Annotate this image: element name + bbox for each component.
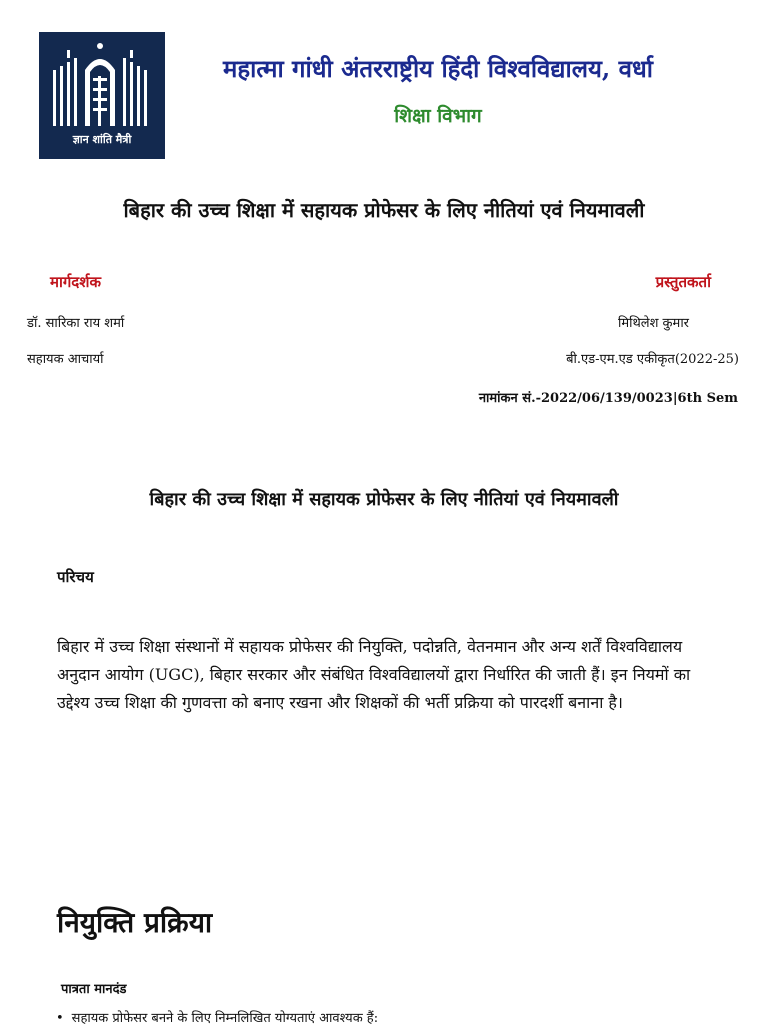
- presenter-name: मिथिलेश कुमार: [617, 316, 689, 331]
- intro-heading: परिचय: [57, 568, 94, 586]
- guide-label: मार्गदर्शक: [50, 273, 101, 291]
- presenter-course: बी.एड-एम.एड एकीकृत(2022-25): [566, 352, 739, 367]
- section-heading: बिहार की उच्च शिक्षा में सहायक प्रोफेसर के लिए नीतियां एवं नियमावली: [149, 489, 619, 510]
- university-emblem-icon: [39, 32, 165, 142]
- department-name: शिक्षा विभाग: [394, 105, 482, 127]
- list-item: • सहायक प्रोफेसर बनने के लिए निम्नलिखित योग्यताएं आवश्यक हैं:: [56, 1008, 378, 1026]
- intro-paragraph: बिहार में उच्च शिक्षा संस्थानों में सहायक प्रोफेसर की नियुक्ति, पदोन्नति, वेतनमान और अन्य शर्तें विश्वविद्यालय अनुदान आयोग (UGC), बिहार सरकार और संबंधित विश्वविद्यालयों द्वारा निर्धारित की जाती हैं। इन नियमों का उद्देश्य उच्च शिक्षा की गुणवत्ता को बनाए रखना और शिक्षकों की भर्ती प्रक्रिया को पारदर्शी बनाना है।: [57, 637, 691, 712]
- eligibility-heading: पात्रता मानदंड: [61, 982, 127, 997]
- document-title: बिहार की उच्च शिक्षा में सहायक प्रोफेसर के लिए नीतियां एवं नियमावली: [123, 198, 645, 222]
- presenter-label: प्रस्तुतकर्ता: [655, 273, 711, 291]
- requirements-list: [56, 1008, 378, 1026]
- guide-name: डॉ. सारिका राय शर्मा: [27, 316, 125, 331]
- appointment-heading: नियुक्ति प्रक्रिया: [57, 906, 213, 939]
- university-name: महात्मा गांधी अंतरराष्ट्रीय हिंदी विश्वविद्यालय, वर्धा: [223, 54, 653, 83]
- guide-designation: सहायक आचार्या: [27, 352, 104, 367]
- university-logo: [39, 32, 165, 159]
- presenter-enrollment: नामांकन सं.-2022/06/139/0023|6th Sem: [478, 391, 738, 406]
- logo-motto: ज्ञान शांति मैत्री: [72, 133, 132, 146]
